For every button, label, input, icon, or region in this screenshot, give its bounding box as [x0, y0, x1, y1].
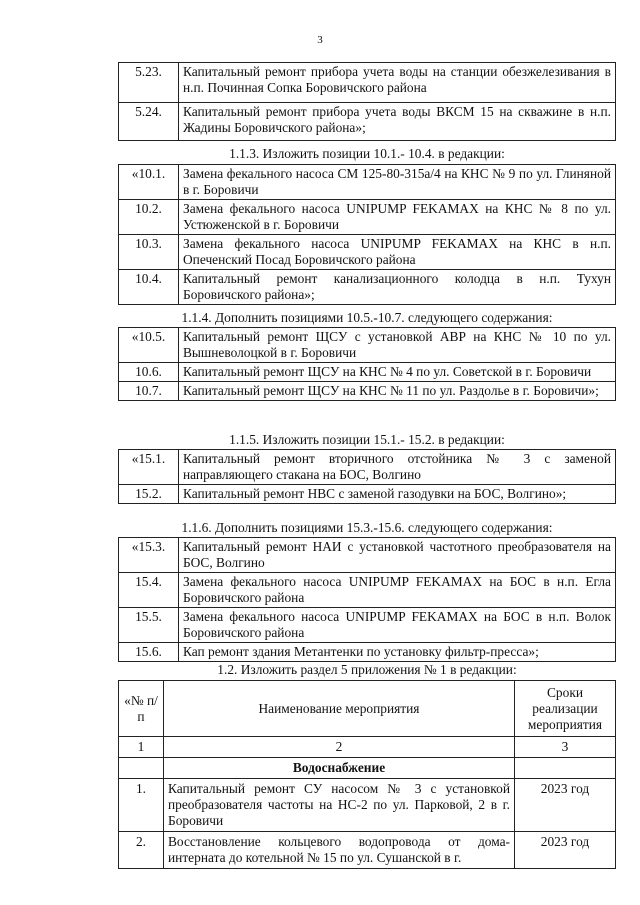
instruction-1-2: 1.2. Изложить раздел 5 приложения № 1 в редакции: [217, 662, 517, 677]
table-row [119, 779, 616, 832]
position-text: Кап ремонт здания Метантенки по установку фильтр-пресса»; [179, 643, 616, 662]
header-number: «№ п/п [119, 681, 164, 737]
position-number: 10.3. [119, 235, 179, 270]
table-row [119, 643, 616, 662]
position-text: Капитальный ремонт канализационного колодца в н.п. Тухун Боровичского района»; [179, 270, 616, 305]
position-number: 10.7. [119, 382, 179, 401]
position-number: «15.1. [119, 450, 179, 485]
table-row [119, 200, 616, 235]
instruction-1-1-3: 1.1.3. Изложить позиции 10.1.- 10.4. в редакции: [229, 146, 505, 161]
header-terms: Сроки реализации мероприятия [515, 681, 616, 737]
table-row [119, 450, 616, 485]
position-number: «15.3. [119, 538, 179, 573]
position-text: Капитальный ремонт ЩСУ с установкой АВР на КНС № 10 по ул. Вышневолоцкой в г. Боровичи [179, 328, 616, 363]
position-number: 5.23. [119, 63, 179, 103]
position-text: Замена фекального насоса UNIPUMP FEKAMAX на КНС в н.п. Опеченский Посад Боровичского района [179, 235, 616, 270]
table-row [119, 63, 616, 103]
table-row [119, 538, 616, 573]
position-text: Капитальный ремонт ЩСУ на КНС № 11 по ул. Раздолье в г. Боровичи»; [179, 382, 616, 401]
table-row [119, 270, 616, 305]
positions-table-15-3 [118, 537, 616, 662]
index-2: 2 [164, 737, 515, 758]
table-header-row [119, 681, 616, 737]
position-text: Капитальный ремонт прибора учета воды ВКСМ 15 на скважине в н.п. Жадины Боровичского района»; [179, 103, 616, 141]
table-row [119, 165, 616, 200]
positions-table-5 [118, 62, 616, 141]
positions-table-15-1 [118, 449, 616, 504]
position-text: Замена фекального насоса UNIPUMP FEKAMAX на БОС в н.п. Егла Боровичского района [179, 573, 616, 608]
table-row [119, 573, 616, 608]
row-number: 1. [119, 779, 164, 832]
instruction-1-1-4: 1.1.4. Дополнить позициями 10.5.-10.7. следующего содержания: [181, 310, 553, 325]
section-title: Водоснабжение [164, 758, 515, 779]
index-1: 1 [119, 737, 164, 758]
positions-table-10-1 [118, 164, 616, 305]
position-number: «10.5. [119, 328, 179, 363]
instruction-1-1-5: 1.1.5. Изложить позиции 15.1.- 15.2. в редакции: [229, 432, 505, 447]
position-number: 5.24. [119, 103, 179, 141]
header-name: Наименование мероприятия [164, 681, 515, 737]
position-number: «10.1. [119, 165, 179, 200]
row-text: Восстановление кольцевого водопровода от дома-интерната до котельной № 15 по ул. Сушанской в г. [164, 832, 515, 869]
table-row [119, 832, 616, 869]
page-number: 3 [317, 34, 323, 46]
position-text: Капитальный ремонт НВС с заменой газодувки на БОС, Волгино»; [179, 485, 616, 504]
position-text: Капитальный ремонт вторичного отстойника № 3 с заменой направляющего стакана на БОС, Волгино [179, 450, 616, 485]
position-text: Капитальный ремонт прибора учета воды на станции обезжелезивания в н.п. Починная Сопка Боровичского района [179, 63, 616, 103]
position-text: Замена фекального насоса UNIPUMP FEKAMAX на КНС № 8 по ул. Устюженской в г. Боровичи [179, 200, 616, 235]
row-text: Капитальный ремонт СУ насосом № 3 с установкой преобразователя частоты на НС-2 по ул. Парковой, 2 в г. Боровичи [164, 779, 515, 832]
position-text: Капитальный ремонт ЩСУ на КНС № 4 по ул. Советской в г. Боровичи [179, 363, 616, 382]
table-row [119, 608, 616, 643]
table-row [119, 363, 616, 382]
row-term: 2023 год [515, 832, 616, 869]
section-empty-cell [119, 758, 164, 779]
section-row [119, 758, 616, 779]
section-5-table [118, 680, 616, 869]
table-row [119, 235, 616, 270]
position-text: Капитальный ремонт НАИ с установкой частотного преобразователя на БОС, Волгино [179, 538, 616, 573]
position-number: 15.6. [119, 643, 179, 662]
table-row [119, 328, 616, 363]
table-row [119, 103, 616, 141]
table-index-row [119, 737, 616, 758]
instruction-1-1-6: 1.1.6. Дополнить позициями 15.3.-15.6. следующего содержания: [181, 520, 553, 535]
position-text: Замена фекального насоса СМ 125-80-315а/4 на КНС № 9 по ул. Глиняной в г. Боровичи [179, 165, 616, 200]
table-row [119, 485, 616, 504]
row-term: 2023 год [515, 779, 616, 832]
row-number: 2. [119, 832, 164, 869]
position-number: 15.2. [119, 485, 179, 504]
position-text: Замена фекального насоса UNIPUMP FEKAMAX на БОС в н.п. Волок Боровичского района [179, 608, 616, 643]
position-number: 10.4. [119, 270, 179, 305]
index-3: 3 [515, 737, 616, 758]
table-row [119, 382, 616, 401]
positions-table-10-5 [118, 327, 616, 401]
position-number: 15.5. [119, 608, 179, 643]
position-number: 10.2. [119, 200, 179, 235]
section-empty-cell [515, 758, 616, 779]
position-number: 10.6. [119, 363, 179, 382]
position-number: 15.4. [119, 573, 179, 608]
